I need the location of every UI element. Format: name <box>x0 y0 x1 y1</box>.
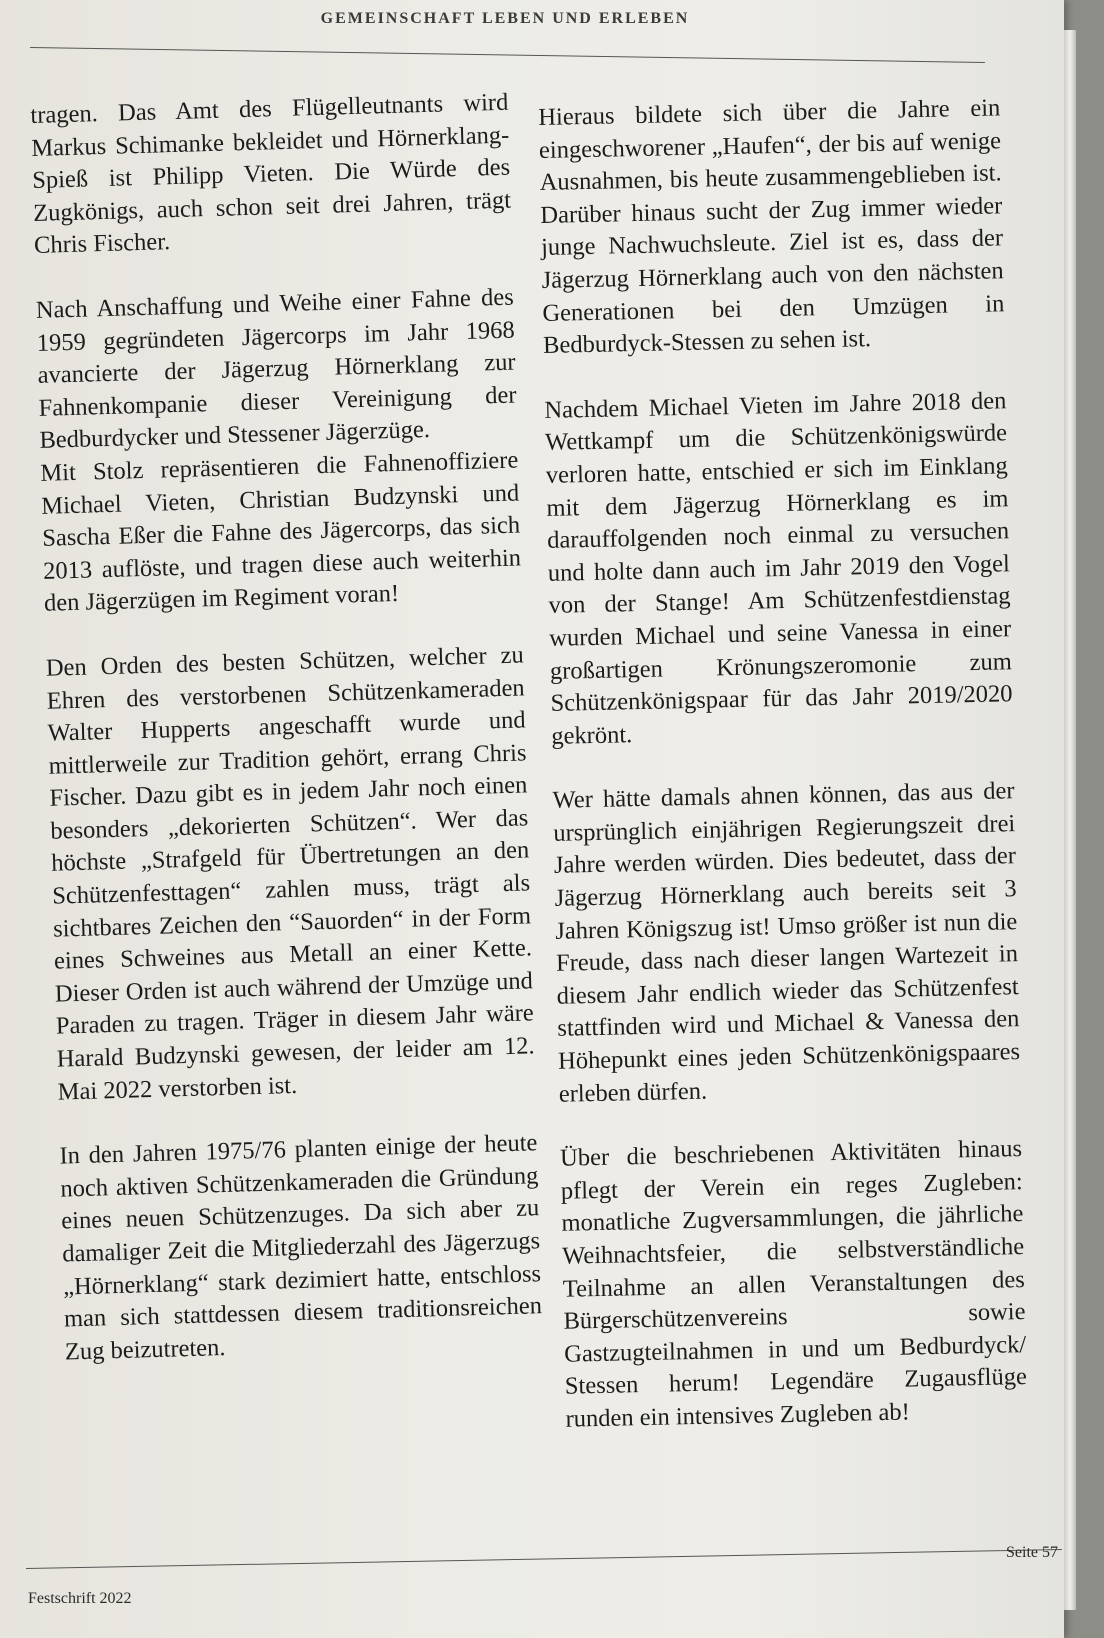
left-paragraph-1: tragen. Das Amt des Flügelleutnants wird Markus Schimanke bekleidet und Hörnerklang-Spieß ist Philipp Vieten. Die Würde des Zugkönigs, auch schon seit drei Jahren, trägt Chris Fischer. <box>30 88 512 260</box>
right-paragraph-4: Über die beschriebenen Aktivitäten hinaus pflegt der Verein ein reges Zugleben: monatliche Zugversammlungen, die jährliche Weihnachtsfeier, die selbstverständliche Teilnahme an allen Veranstaltungen des Bürgerschützenvereins sowie Gastzugteilnahmen in und um Bedburdyck/ Stessen herum! Legendäre Zugausflüge runden ein intensives Zugleben ab! <box>559 1135 1028 1433</box>
right-paragraph-3: Wer hätte damals ahnen können, das aus der ursprünglich einjährigen Regierungszeit drei Jahre werden würden. Dies bedeutet, dass der Jägerzug Hörnerklang auch bereits seit 3 Jahren Königszug ist! Umso größer ist nun die Freude, dass nach dieser langen Wartezeit in diesem Jahr endlich wieder das Schützenfest stattfinden wird und Michael & Vanessa den Höhepunkt eines jeden Schützenkönigspaares erleben dürfen. <box>552 777 1021 1108</box>
header-rule <box>30 47 985 63</box>
page-number: Seite 57 <box>1006 1544 1058 1561</box>
left-paragraph-5: In den Jahren 1975/76 planten einige der heute noch aktiven Schützenkameraden die Gründung eines neuen Schützenzuges. Da sich aber zu damaliger Zeit die Mitgliederzahl des Jägerzugs „Hörnerklang“ stark dezimiert hatte, entschloss man sich stattdessen diesem traditionsreichen Zug beizutreten. <box>59 1129 543 1366</box>
left-column <box>30 87 544 1401</box>
page-edge <box>1064 30 1076 1610</box>
running-head: GEMEINSCHAFT LEBEN UND ERLEBEN <box>320 10 690 27</box>
right-paragraph-1: Hieraus bildete sich über die Jahre ein eingeschworener „Haufen“, der bis auf wenige Ausnahmen, bis heute zusammengeblieben ist. Darüber hinaus sucht der Zug immer wieder junge Nachwuchsleute. Ziel ist es, dass der Jägerzug Hörnerklang auch von den nächsten Generationen bei den Umzügen in Bedburdyck-Stessen zu sehen ist. <box>538 94 1005 360</box>
footer-rule <box>26 1549 1062 1569</box>
publication-title: Festschrift 2022 <box>28 1590 132 1607</box>
left-paragraph-3: Mit Stolz repräsentieren die Fahnenoffiziere Michael Vieten, Christian Budzynski und Sascha Eßer die Fahne des Jägercorps, das sich 2013 auflöste, und tragen diese auch weiterhin den Jägerzügen im Regiment voran! <box>40 446 522 618</box>
right-column <box>538 92 1029 1468</box>
left-paragraph-4: Den Orden des besten Schützen, welcher zu Ehren des verstorbenen Schützenkameraden Walter Hupperts angeschafft wurde und mittlerweile zur Tradition gehört, errang Chris Fischer. Dazu gibt es in jedem Jahr noch einen besonders „dekorierten Schützen“. Wer das höchste „Strafgeld für Übertretungen an den Schützenfesttagen“ zahlen muss, trägt als sichtbares Zeichen den “Sauorden“ in der Form eines Schweines aus Metall an einer Kette. Dieser Orden ist auch während der Umzüge und Paraden zu tragen. Träger in diesem Jahr wäre Harald Budzynski gewesen, der leider am 12. Mai 2022 verstorben ist. <box>45 641 535 1106</box>
left-paragraph-2: Nach Anschaffung und Weihe einer Fahne des 1959 gegründeten Jägercorps im Jahr 1968 avancierte der Jägerzug Hörnerklang zur Fahnenkompanie dieser Vereinigung der Bedburdycker und Stessener Jägerzüge. <box>35 283 517 455</box>
right-paragraph-2: Nachdem Michael Vieten im Jahre 2018 den Wettkampf um die Schützenkönigswürde verloren hatte, entschied er sich im Einklang mit dem Jägerzug Hörnerklang es im darauffolgenden noch einmal zu versuchen und holte dann auch im Jahr 2019 den Vogel von der Stange! Am Schützenfestdienstag wurden Michael und seine Vanessa in einer großartigen Krönungszeromonie zum Schützenkönigspaar für das Jahr 2019/2020 gekrönt. <box>544 387 1013 750</box>
